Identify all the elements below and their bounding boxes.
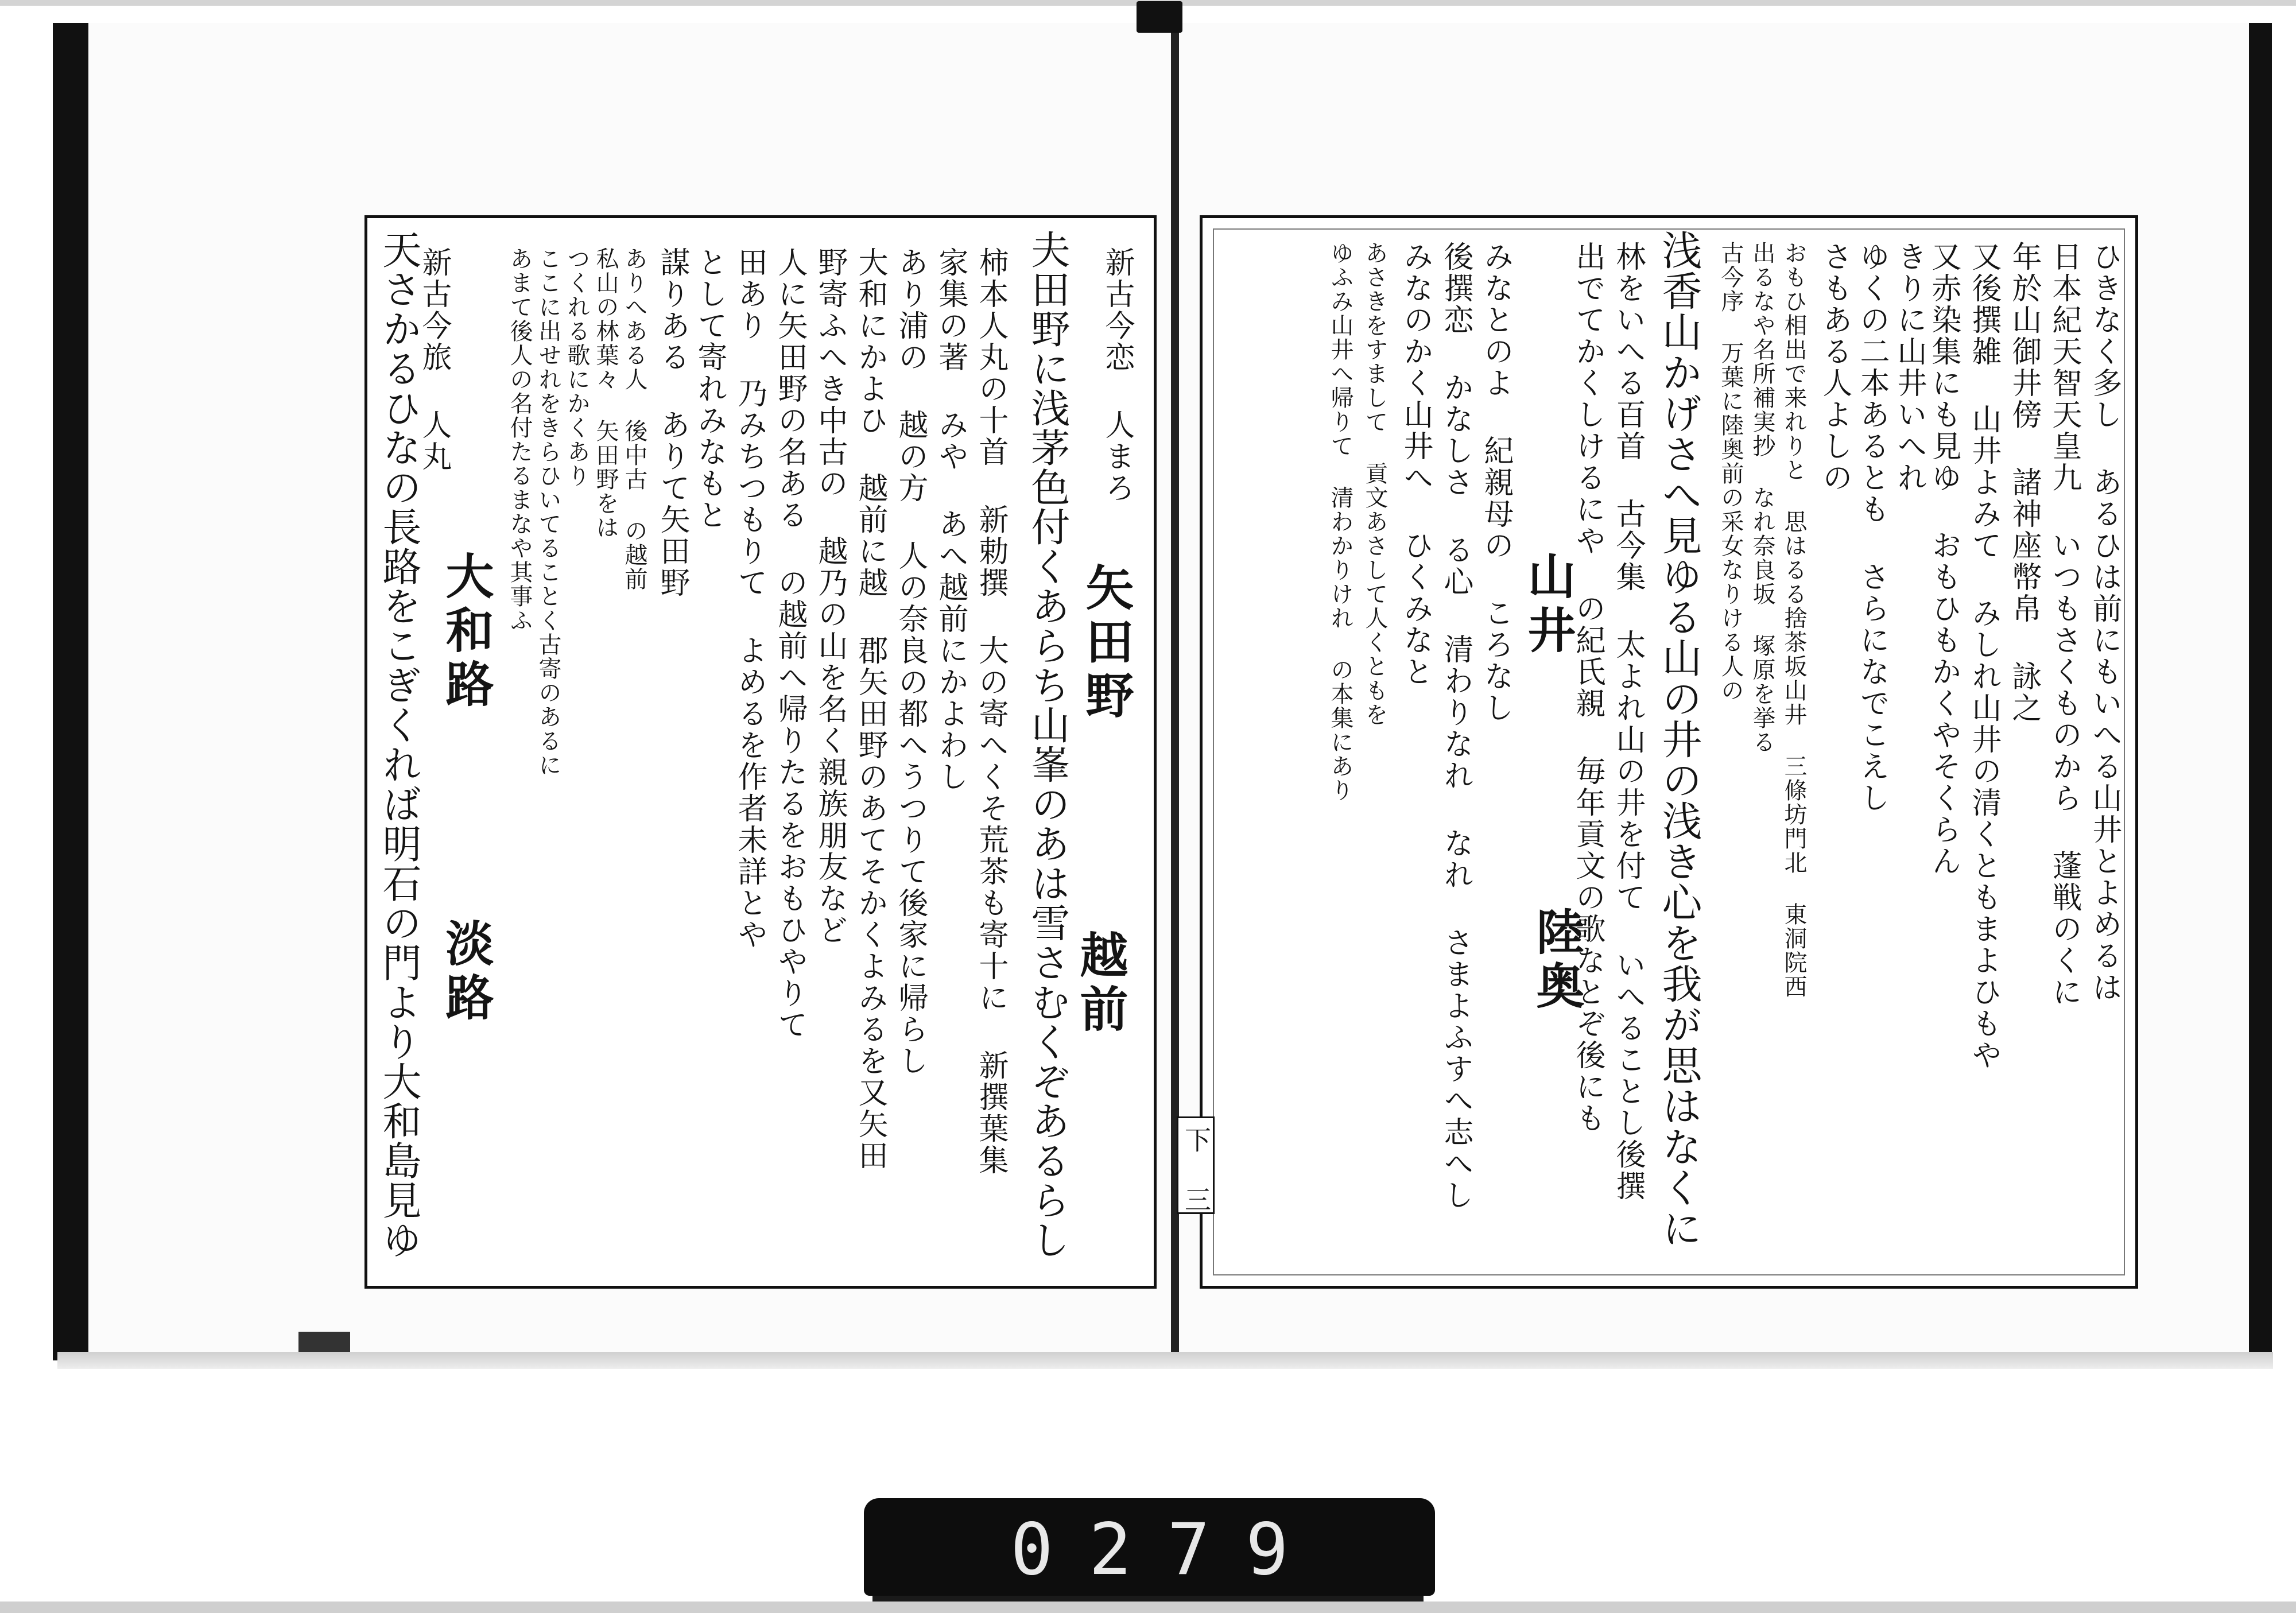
left-col-8: 田あり 乃みちつもりて よめるを作者未詳とや: [732, 247, 767, 951]
right-col-4: 又後撰雑 山井よみて みしれ山井の清くともまよひもや: [1967, 241, 2001, 1071]
right-col-5: 又赤染集にも見ゆ おもひもかくやそくらん: [1926, 241, 1961, 877]
left-col-2: 柿本人丸の十首 新勅撰 大の寄へくそ荒茶も寄十に 新撰葉集: [974, 247, 1008, 1176]
film-counter-number: 0279: [1010, 1509, 1324, 1591]
left-col-3: 家集の著 みや あへ越前にかよわし: [933, 247, 968, 793]
right-col-12: 林をいへる百首 古今集 太よれ山の井を付て いへることし後撰: [1611, 241, 1645, 1202]
right-col-11: 古今序 万葉に陸奥前の采女なりける人の: [1717, 241, 1744, 703]
left-col-1: 新古今恋 人まろ: [1100, 247, 1134, 504]
page-folio: [1177, 1116, 1215, 1214]
right-col-16: みなのかく山井へ ひくみなと: [1398, 241, 1433, 688]
left-col-5: 大和にかよひ 越前に越 郡矢田野のあてそかくよみるを又矢田: [853, 247, 887, 1172]
left-poem-yatano: 夫田野に浅茅色付くあらち山峯のあは雪さむくぞあるらし: [1025, 230, 1070, 1259]
left-col-12: 私山の林葉々 矢田野をは: [592, 247, 619, 540]
right-col-10: 出るなや名所補実抄 なれ奈良坂 塚原を挙る: [1749, 241, 1775, 754]
left-col-14: ここに出せれをきらひいてることく古寄のあるに: [535, 247, 561, 777]
right-col-15: 後撰恋 かなしさ る心 清わりなれ なれ さまよふすへ志へし: [1438, 241, 1473, 1211]
left-poem-amazakaru: 天さかるひなの長路をこぎくれば明石の門より大和島見ゆ: [376, 230, 421, 1259]
left-heading-yamatoji: 大和路: [438, 551, 495, 713]
left-col-15: あまて後人の名付たるまなや其事ふ: [506, 247, 533, 633]
film-counter-plate: [864, 1498, 1435, 1596]
left-page-edge: [53, 23, 88, 1360]
left-col-10: 謀りある ありて矢田野: [655, 247, 689, 599]
right-col-8: さもある人よしの: [1817, 241, 1852, 494]
left-heading-echizen: 越前: [1072, 930, 1129, 1038]
left-col-7: 人に矢田野の名ある の越前へ帰りたるをおもひやりて: [773, 247, 807, 1041]
right-heading-yamanoi: 山井: [1520, 551, 1577, 659]
left-col-16: 新古今旅 人丸: [417, 247, 451, 472]
right-page-edge: [2249, 23, 2272, 1360]
right-col-7: ゆくの二本あるとも さらになでこえし: [1855, 241, 1889, 814]
page-bottom-shadow: [57, 1352, 2273, 1369]
left-heading-yatano: 矢田野: [1078, 563, 1135, 724]
left-col-13: つくれる歌にかくあり: [564, 247, 590, 488]
scan-bottom-border: [0, 1602, 2296, 1613]
right-col-6: きりに山井いへれ: [1892, 241, 1926, 494]
left-col-9: として寄れみなもと: [692, 247, 727, 531]
right-heading-mutsu: 陸奥: [1529, 907, 1585, 1015]
left-col-11: ありへある人 後中古 の越前: [621, 247, 647, 591]
right-poem-asakayama: 浅香山かげさへ見ゆる山の井の浅き心を我が思はなくに: [1655, 230, 1702, 1248]
right-col-3: 年於山御井傍 諸神座幣帛 詠之: [2007, 241, 2041, 724]
right-col-13: 出でてかくしけるにや の紀氏親 毎年貢文の歌なとぞ後にも: [1570, 241, 1605, 1134]
left-heading-awaji: 淡路: [438, 918, 495, 1026]
right-col-1: ひきなく多し あるひは前にもいへる山井とよめるは: [2087, 241, 2122, 1003]
right-col-17: あさきをすまして 貢文あさして人くともを: [1362, 241, 1388, 727]
left-col-6: 野寄ふへき中古の 越乃の山を名く親族朋友など: [813, 247, 847, 946]
right-col-9: おもひ相出で来れりと 思はるる捨茶坂山井 三條坊門北 東洞院西: [1781, 241, 1807, 999]
folio-label: 下 三: [1181, 1126, 1212, 1213]
right-col-18: ゆふみ山井へ帰りて 清わかりけれ の本集にあり: [1327, 241, 1353, 802]
binding-clip: [1137, 1, 1182, 33]
left-col-4: あり浦の 越の方 人の奈良の都へうつりて後家に帰らし: [893, 247, 928, 1077]
right-col-14: みなとのよ 紀親母の ころなし: [1479, 241, 1513, 724]
right-col-2: 日本紀天智天皇九 いつもさくものから 蓬戦のくに: [2047, 241, 2081, 1008]
